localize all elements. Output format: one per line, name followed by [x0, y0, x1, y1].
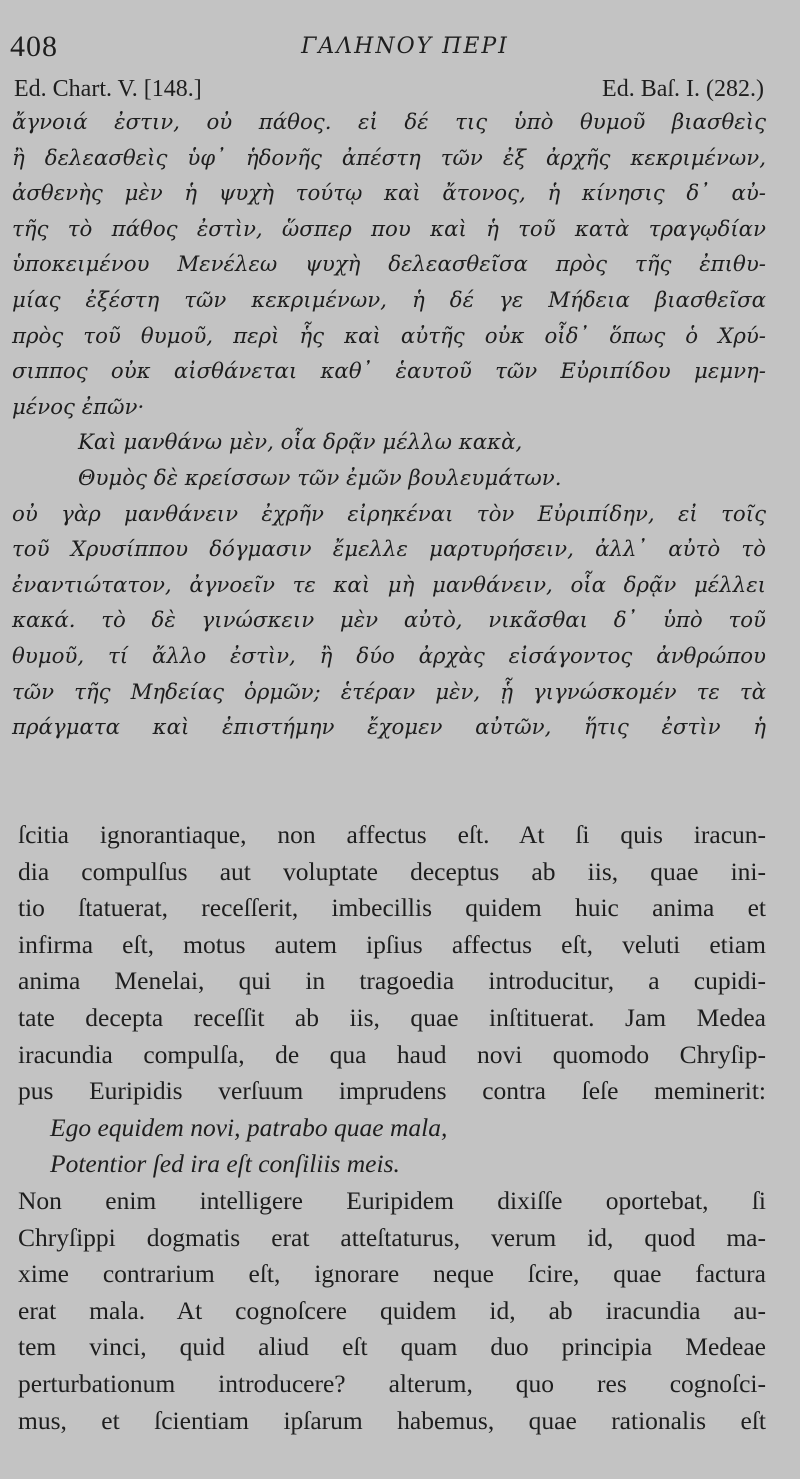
- greek-line: τοῦ Χρυσίππου δόγμασιν ἔμελλε μαρτυρήσειν, ἀλλ᾽ αὐτὸ τὸ: [12, 537, 766, 563]
- greek-line: οὐ γὰρ μανθάνειν ἐχρῆν εἰρηκέναι τὸν Εὐριπίδην, εἰ τοῖς: [12, 501, 766, 527]
- page-header: [0, 0, 800, 110]
- latin-line: tate decepta receſſit ab iis, quae inſtituerat. Jam Medea: [18, 1002, 766, 1032]
- latin-line: erat mala. At cognoſcere quidem id, ab iracundia au-: [18, 1295, 766, 1325]
- page-number: 408: [10, 30, 58, 63]
- greek-line: πρὸς τοῦ θυμοῦ, περὶ ἧς καὶ αὐτῆς οὐκ οἶδ᾽ ὅπως ὁ Χρύ-: [12, 323, 766, 349]
- greek-line: ἀσθενὴς μὲν ἡ ψυχὴ τούτῳ καὶ ἄτονος, ἡ κίνησις δ᾽ αὐ-: [12, 181, 766, 207]
- greek-line: ὑποκειμένου Μενέλεω ψυχὴ δελεασθεῖσα πρὸς τῆς ἐπιθυ-: [12, 252, 766, 278]
- greek-line: μίας ἐξέστη τῶν κεκριμένων, ἡ δέ γε Μήδεια βιασθεῖσα: [12, 287, 766, 313]
- greek-line: ἢ δελεασθεὶς ὑφ᾽ ἡδονῆς ἀπέστη τῶν ἐξ ἀρχῆς κεκριμένων,: [12, 145, 766, 171]
- greek-line: κακά. τὸ δὲ γινώσκειν μὲν αὐτὸ, νικᾶσθαι δ᾽ ὑπὸ τοῦ: [12, 608, 766, 634]
- running-title: ΓΑΛΗΝΟΥ ΠΕΡΙ: [301, 34, 509, 59]
- latin-line: tio ſtatuerat, receſſerit, imbecillis quidem huic anima et: [18, 893, 766, 923]
- greek-line: θυμοῦ, τί ἄλλο ἐστὶν, ἢ δύο ἀρχὰς εἰσάγοντος ἀνθρώπου: [12, 643, 766, 669]
- greek-text-block: [12, 105, 766, 746]
- latin-line: pus Euripidis verſuum imprudens contra ſeſe meminerit:: [18, 1076, 766, 1106]
- latin-text-block: [18, 817, 766, 1439]
- latin-line: infirma eſt, motus autem ipſius affectus eſt, veluti etiam: [18, 929, 766, 959]
- latin-verse-line: Ego equidem novi, patrabo quae mala,: [50, 1112, 448, 1142]
- greek-line: τῆς τὸ πάθος ἐστὶν, ὥσπερ που καὶ ἡ τοῦ κατὰ τραγῳδίαν: [12, 216, 766, 242]
- latin-line: anima Menelai, qui in tragoedia introducitur, a cupidi-: [18, 966, 766, 996]
- edition-reference-left: Ed. Chart. V. [148.]: [14, 76, 202, 102]
- latin-line: dia compulſus aut voluptate deceptus ab iis, quae ini-: [18, 856, 766, 886]
- greek-line: πράγματα καὶ ἐπιστήμην ἔχομεν αὐτῶν, ἥτις ἐστὶν ἡ: [12, 715, 766, 741]
- greek-line: τῶν τῆς Μηδείας ὁρμῶν; ἑτέραν μὲν, ᾗ γιγνώσκομέν τε τὰ: [12, 679, 766, 705]
- latin-verse-line: Potentior ſed ira eſt conſiliis meis.: [50, 1149, 400, 1179]
- latin-line: Chryſippi dogmatis erat atteſtaturus, verum id, quod ma-: [18, 1222, 766, 1252]
- latin-line: tem vinci, quid aliud eſt quam duo principia Medeae: [18, 1332, 766, 1362]
- greek-line: μένος ἐπῶν·: [12, 394, 145, 420]
- latin-line: mus, et ſcientiam ipſarum habemus, quae rationalis eſt: [18, 1405, 766, 1435]
- latin-line: Non enim intelligere Euripidem dixiſſe oportebat, ſi: [18, 1185, 766, 1215]
- edition-reference-right: Ed. Baſ. I. (282.): [602, 76, 764, 102]
- greek-verse-line: Καὶ μανθάνω μὲν, οἷα δρᾷν μέλλω κακὰ,: [78, 430, 523, 456]
- latin-line: ſcitia ignorantiaque, non affectus eſt. At ſi quis iracun-: [18, 820, 766, 849]
- latin-line: xime contrarium eſt, ignorare neque ſcire, quae factura: [18, 1259, 766, 1289]
- latin-line: iracundia compulſa, de qua haud novi quomodo Chryſip-: [18, 1039, 766, 1069]
- greek-line: σιππος οὐκ αἰσθάνεται καθ᾽ ἑαυτοῦ τῶν Εὐριπίδου μεμνη-: [12, 359, 766, 385]
- greek-verse-line: Θυμὸς δὲ κρείσσων τῶν ἐμῶν βουλευμάτων.: [78, 465, 562, 491]
- greek-line: ἐναντιώτατον, ἀγνοεῖν τε καὶ μὴ μανθάνειν, οἷα δρᾷν μέλλει: [12, 572, 766, 598]
- greek-line: ἄγνοιά ἐστιν, οὐ πάθος. εἰ δέ τις ὑπὸ θυμοῦ βιασθεὶς: [12, 110, 766, 135]
- latin-line: perturbationum introducere? alterum, quo res cognoſci-: [18, 1368, 766, 1398]
